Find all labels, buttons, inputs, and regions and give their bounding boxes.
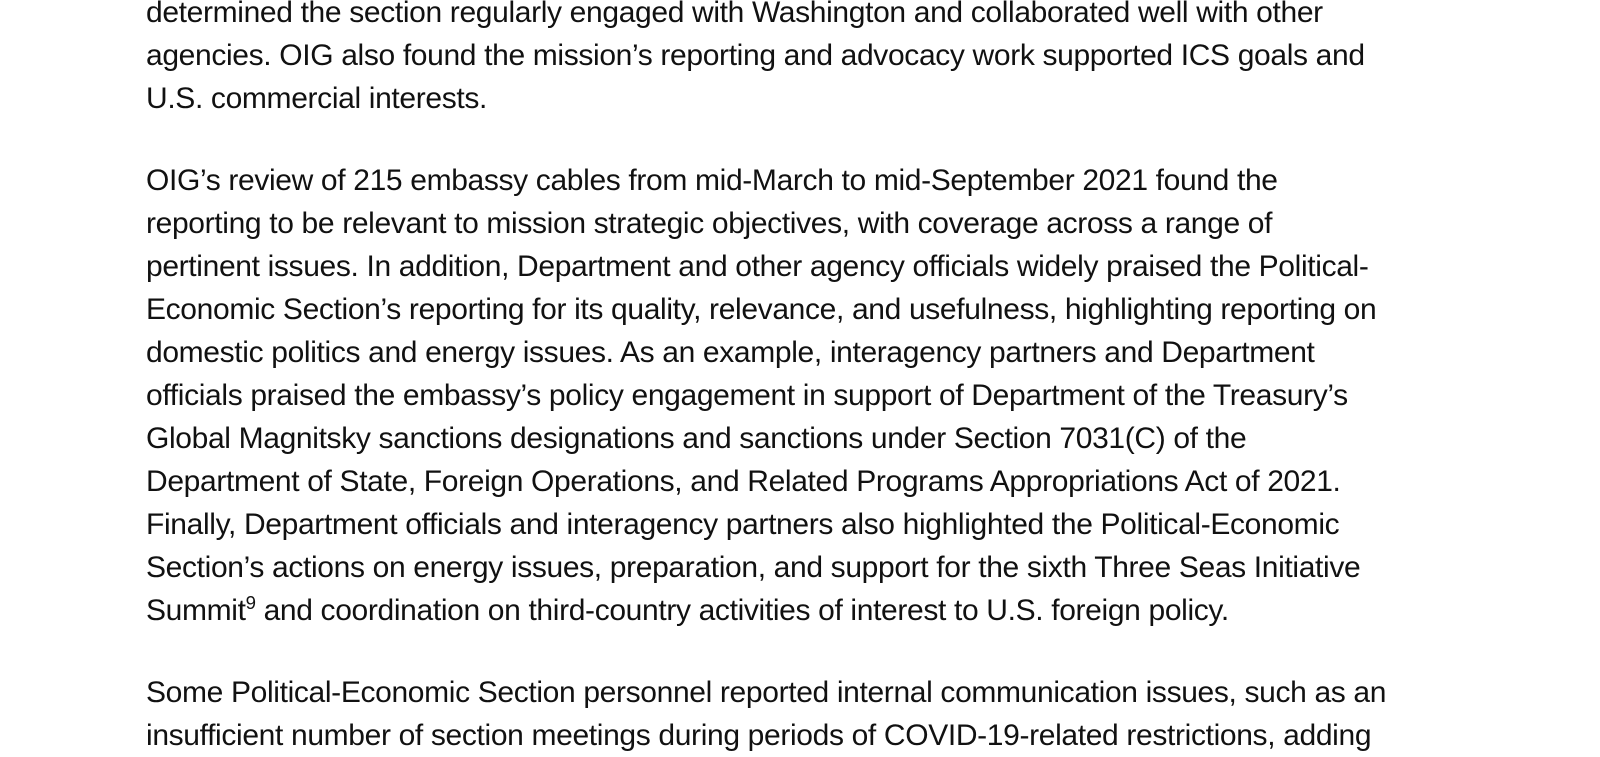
footnote-reference-9: 9 xyxy=(245,592,256,613)
text-line-summit xyxy=(146,589,1600,632)
text-line: Finally, Department officials and interagency partners also highlighted the Political-Economic xyxy=(146,508,1340,541)
text-line: agencies. OIG also found the mission’s reporting and advocacy work supported ICS goals and xyxy=(146,39,1365,72)
paragraph-3 xyxy=(146,671,1600,757)
text-line: U.S. commercial interests. xyxy=(146,82,487,115)
text-line: OIG’s review of 215 embassy cables from mid-March to mid-September 2021 found the xyxy=(146,164,1278,197)
text-line: domestic politics and energy issues. As an example, interagency partners and Department xyxy=(146,336,1315,369)
paragraph-2 xyxy=(146,159,1600,632)
text-line: Global Magnitsky sanctions designations and sanctions under Section 7031(C) of the xyxy=(146,422,1247,455)
text-line: Department of State, Foreign Operations, and Related Programs Appropriations Act of 2021. xyxy=(146,465,1341,498)
text-line: determined the section regularly engaged with Washington and collaborated well with other xyxy=(146,0,1323,29)
text-line: officials praised the embassy’s policy engagement in support of Department of the Treasury’s xyxy=(146,379,1348,412)
text-line: reporting to be relevant to mission strategic objectives, with coverage across a range of xyxy=(146,207,1273,240)
document-text xyxy=(146,0,1600,757)
summit-text-after: and coordination on third-country activities of interest to U.S. foreign policy. xyxy=(255,594,1229,627)
paragraph-1 xyxy=(146,0,1600,120)
summit-text-before: Summit xyxy=(146,594,246,627)
text-line: Section’s actions on energy issues, preparation, and support for the sixth Three Seas Initiative xyxy=(146,551,1361,584)
text-line: Some Political-Economic Section personnel reported internal communication issues, such as an xyxy=(146,676,1387,709)
text-line: insufficient number of section meetings during periods of COVID-19-related restrictions, adding xyxy=(146,719,1372,752)
text-line: pertinent issues. In addition, Department and other agency officials widely praised the Political- xyxy=(146,250,1369,283)
text-line: Economic Section’s reporting for its quality, relevance, and usefulness, highlighting reporting on xyxy=(146,293,1377,326)
